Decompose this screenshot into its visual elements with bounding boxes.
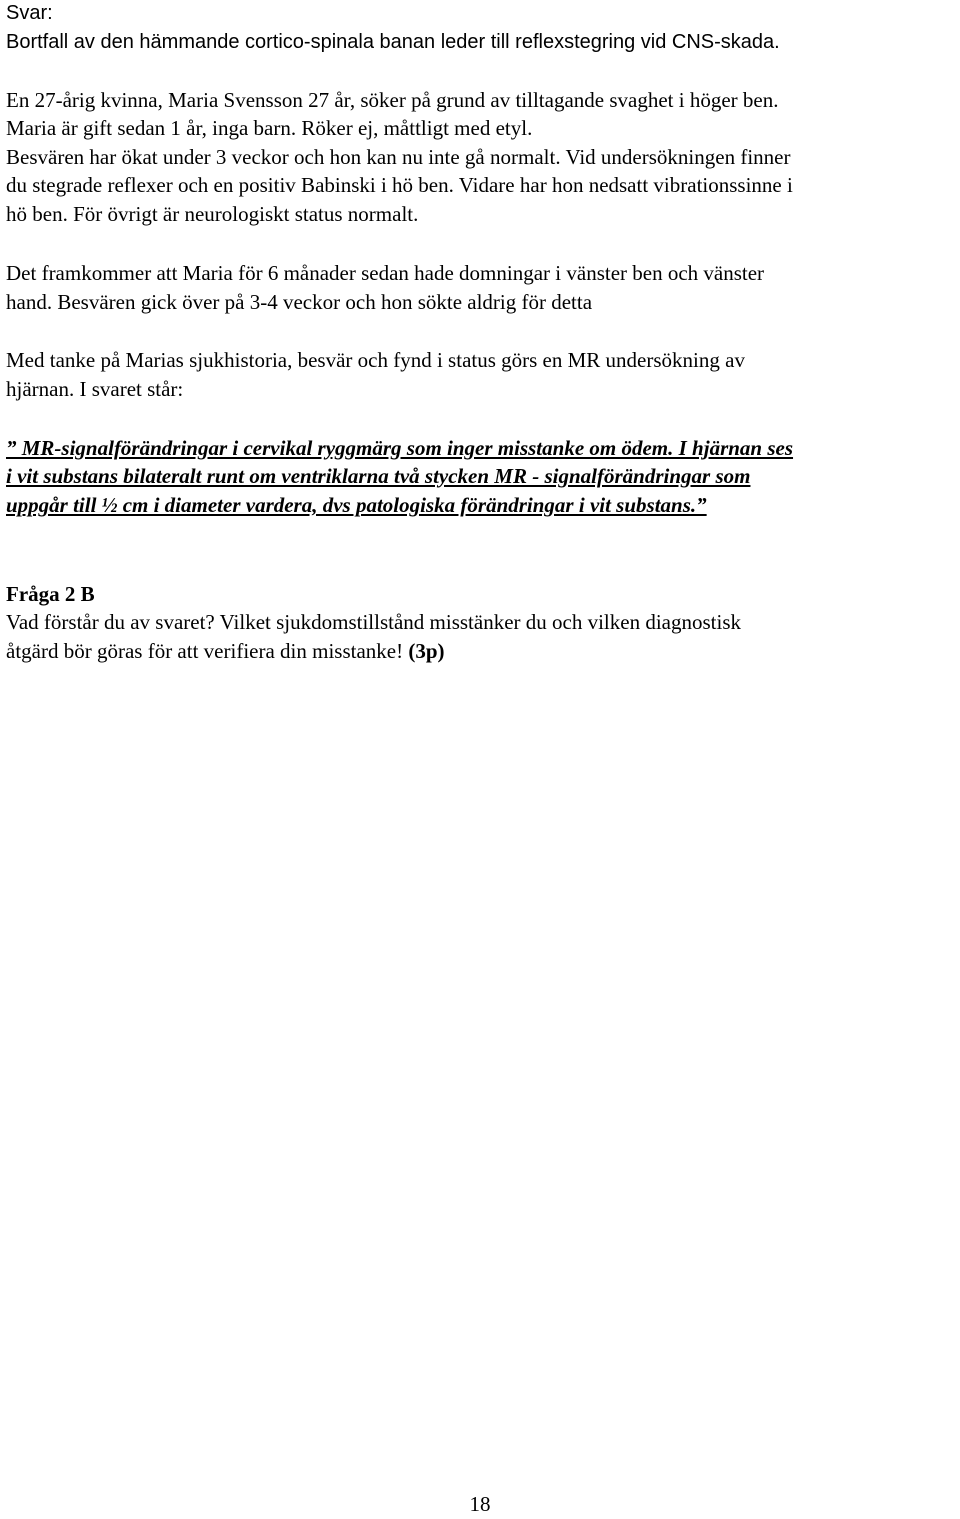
case-line: du stegrade reflexer och en positiv Babinski i hö ben. Vidare har hon nedsatt vibrationssinne i [6,173,793,197]
history-line: Det framkommer att Maria för 6 månader sedan hade domningar i vänster ben och vänster [6,261,765,285]
question-line [6,637,445,666]
points-label: (3p) [408,639,445,663]
mr-intro-line: hjärnan. I svaret står: [6,377,184,401]
mr-report-line: i vit substans bilateralt runt om ventriklarna två stycken MR - signalförändringar som [6,464,751,488]
case-line: En 27-årig kvinna, Maria Svensson 27 år, söker på grund av tilltagande svaghet i höger ben. [6,88,779,112]
page-number: 18 [469,1492,491,1516]
case-line: hö ben. För övrigt är neurologiskt status normalt. [6,202,419,226]
history-line: hand. Besvären gick över på 3-4 veckor och hon sökte aldrig för detta [6,290,593,314]
case-line: Besvären har ökat under 3 veckor och hon kan nu inte gå normalt. Vid undersökningen finner [6,145,791,169]
question-line: Vad förstår du av svaret? Vilket sjukdomstillstånd misstänker du och vilken diagnostisk [6,610,741,634]
mr-intro-line: Med tanke på Marias sjukhistoria, besvär och fynd i status görs en MR undersökning av [6,348,745,372]
answer-label: Svar: [6,2,53,24]
answer-text: Bortfall av den hämmande cortico-spinala banan leder till reflexstegring vid CNS-skada. [6,31,780,53]
case-line: Maria är gift sedan 1 år, inga barn. Röker ej, måttligt med etyl. [6,116,533,140]
mr-report-line: ” MR-signalförändringar i cervikal ryggmärg som inger misstanke om ödem. I hjärnan ses [6,436,794,460]
mr-report-line: uppgår till ½ cm i diameter vardera, dvs patologiska förändringar i vit substans.” [6,493,707,517]
question-title: Fråga 2 B [6,582,95,606]
question-text: åtgärd bör göras för att verifiera din misstanke! [6,639,409,663]
